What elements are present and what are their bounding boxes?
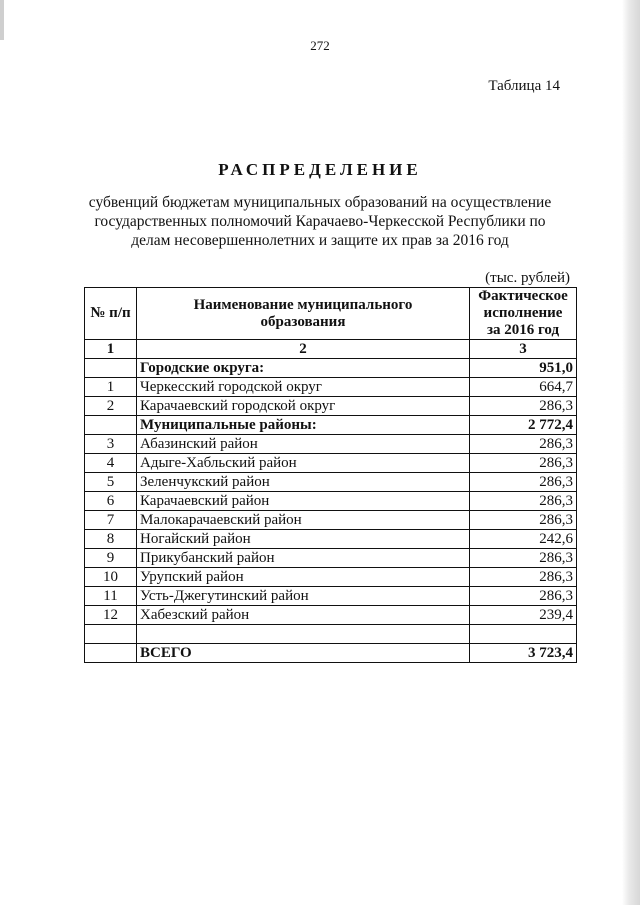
header-value bbox=[470, 288, 577, 340]
row-number: 11 bbox=[85, 587, 137, 606]
row-name: Черкесский городской округ bbox=[137, 378, 470, 397]
column-number: 2 bbox=[137, 340, 470, 359]
row-name bbox=[137, 625, 470, 644]
header-name bbox=[137, 288, 470, 340]
row-name: Усть-Джегутинский район bbox=[137, 587, 470, 606]
units-label: (тыс. рублей) bbox=[485, 270, 570, 286]
header-name-text: Наименование муниципального образования bbox=[193, 296, 413, 330]
row-name: Зеленчукский район bbox=[137, 473, 470, 492]
table-row bbox=[85, 606, 577, 625]
row-value: 286,3 bbox=[470, 454, 577, 473]
total-row bbox=[85, 644, 577, 663]
row-name: Малокарачаевский район bbox=[137, 511, 470, 530]
header-number: № п/п bbox=[85, 288, 137, 340]
page-number: 272 bbox=[310, 38, 330, 53]
scan-artifact bbox=[0, 0, 4, 40]
row-name: Городские округа: bbox=[137, 359, 470, 378]
table-row bbox=[85, 454, 577, 473]
table-row bbox=[85, 587, 577, 606]
table-row bbox=[85, 397, 577, 416]
row-number: 12 bbox=[85, 606, 137, 625]
document-title: РАСПРЕДЕЛЕНИЕ bbox=[218, 160, 422, 179]
row-value: 2 772,4 bbox=[470, 416, 577, 435]
row-value: 286,3 bbox=[470, 397, 577, 416]
table-row bbox=[85, 549, 577, 568]
table-reference: Таблица 14 bbox=[488, 78, 560, 94]
table-row bbox=[85, 511, 577, 530]
table-row bbox=[85, 530, 577, 549]
row-value: 951,0 bbox=[470, 359, 577, 378]
row-number: 9 bbox=[85, 549, 137, 568]
scan-edge-shadow bbox=[622, 0, 640, 905]
distribution-table bbox=[84, 287, 577, 663]
row-value: 286,3 bbox=[470, 511, 577, 530]
row-name: Карачаевский район bbox=[137, 492, 470, 511]
table-row bbox=[85, 416, 577, 435]
total-num-cell bbox=[85, 644, 137, 663]
row-value: 664,7 bbox=[470, 378, 577, 397]
table-row bbox=[85, 568, 577, 587]
row-value: 286,3 bbox=[470, 568, 577, 587]
row-value bbox=[470, 625, 577, 644]
subtitle-line: делам несовершеннолетних и защите их прав за 2016 год bbox=[131, 232, 509, 249]
row-number: 10 bbox=[85, 568, 137, 587]
header-value-text: Фактическое исполнение за 2016 год bbox=[478, 288, 568, 338]
row-number: 1 bbox=[85, 378, 137, 397]
table-row bbox=[85, 492, 577, 511]
subtitle-line: государственных полномочий Карачаево-Черкесской Республики по bbox=[94, 213, 546, 230]
table-header-row bbox=[85, 288, 577, 340]
row-number: 3 bbox=[85, 435, 137, 454]
row-value: 286,3 bbox=[470, 549, 577, 568]
row-value: 239,4 bbox=[470, 606, 577, 625]
row-number: 5 bbox=[85, 473, 137, 492]
row-value: 286,3 bbox=[470, 587, 577, 606]
row-name: Хабезский район bbox=[137, 606, 470, 625]
column-numbers-row bbox=[85, 340, 577, 359]
document-subtitle bbox=[60, 193, 580, 250]
row-value: 242,6 bbox=[470, 530, 577, 549]
row-number: 7 bbox=[85, 511, 137, 530]
row-name: Адыге-Хабльский район bbox=[137, 454, 470, 473]
row-number bbox=[85, 359, 137, 378]
row-number: 4 bbox=[85, 454, 137, 473]
row-value: 286,3 bbox=[470, 492, 577, 511]
table-row bbox=[85, 359, 577, 378]
table-row bbox=[85, 625, 577, 644]
column-number: 1 bbox=[85, 340, 137, 359]
total-label: ВСЕГО bbox=[137, 644, 470, 663]
row-number: 6 bbox=[85, 492, 137, 511]
row-number bbox=[85, 625, 137, 644]
row-number: 2 bbox=[85, 397, 137, 416]
total-value: 3 723,4 bbox=[470, 644, 577, 663]
table-row bbox=[85, 473, 577, 492]
row-name: Абазинский район bbox=[137, 435, 470, 454]
table-row bbox=[85, 435, 577, 454]
row-name: Муниципальные районы: bbox=[137, 416, 470, 435]
row-value: 286,3 bbox=[470, 473, 577, 492]
table-row bbox=[85, 378, 577, 397]
row-name: Ногайский район bbox=[137, 530, 470, 549]
table-body bbox=[85, 359, 577, 644]
column-number: 3 bbox=[470, 340, 577, 359]
row-name: Урупский район bbox=[137, 568, 470, 587]
subtitle-line: субвенций бюджетам муниципальных образований на осуществление bbox=[88, 194, 552, 211]
row-number: 8 bbox=[85, 530, 137, 549]
row-number bbox=[85, 416, 137, 435]
row-name: Карачаевский городской округ bbox=[137, 397, 470, 416]
row-name: Прикубанский район bbox=[137, 549, 470, 568]
row-value: 286,3 bbox=[470, 435, 577, 454]
